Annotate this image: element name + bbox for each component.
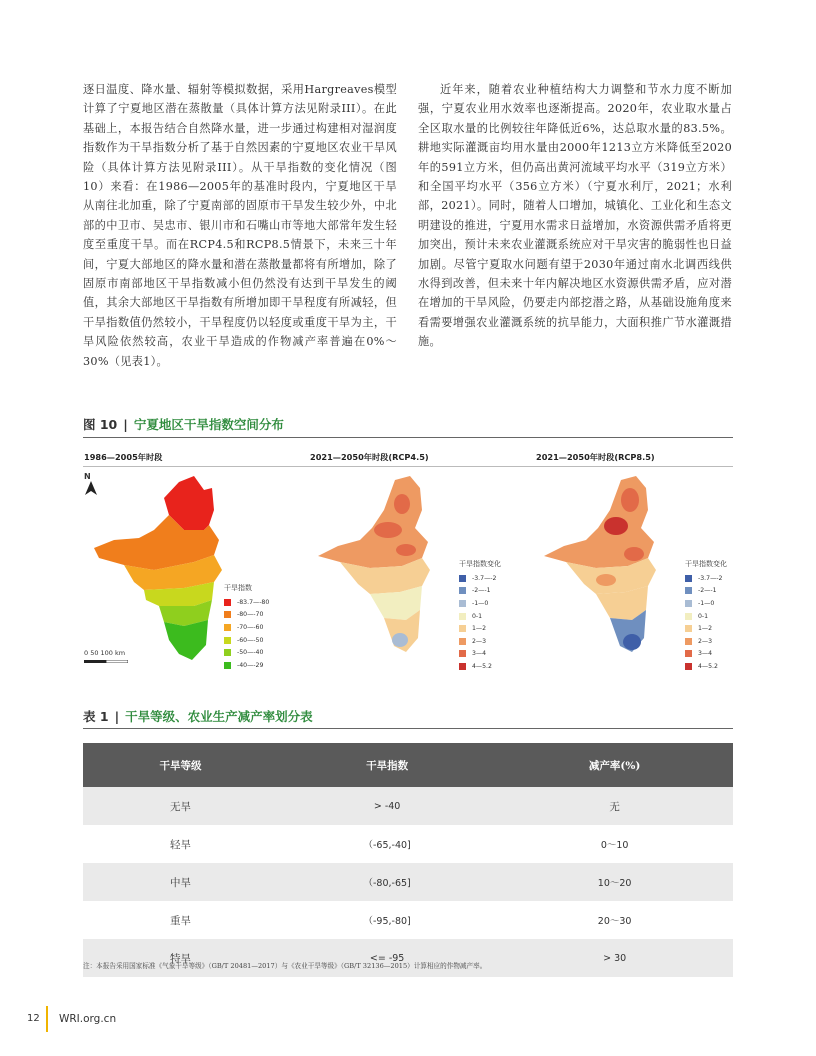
cell-grade: 无旱 <box>83 787 278 825</box>
table-row <box>83 939 733 977</box>
cell-index: > -40 <box>278 787 496 825</box>
figure-heading: 图 10 | 宁夏地区干旱指数空间分布 <box>83 417 284 432</box>
legend-rcp85-item: 1—2 <box>698 625 713 633</box>
table-top-rule <box>83 728 733 729</box>
drought-table <box>83 743 733 977</box>
cell-yield-loss: 0～10 <box>496 825 733 863</box>
footer-site-link[interactable]: WRI.org.cn <box>59 1013 117 1025</box>
legend-rcp85-item: -1—0 <box>698 599 715 607</box>
body-left-column: 逐日温度、降水量、辐射等模拟数据，采用Hargreaves模型计算了宁夏地区潜在蒸散量（具体计算方法见附录III）。在此基础上，本报告结合自然降水量，进一步通过构建相对湿润度指数作为干旱指数分析了基于自然因素的宁夏地区农业干旱风险（具体计算方法见附录III）。从干旱指数的变化情况（图10）来看：在1986—2005年的基准时段内，宁夏地区干旱从南往北加重，除了宁夏南部的固原市干旱发生较少外，中北部的中卫市、吴忠市、银川市和石嘴山市等地大部常年发生轻度至重度干旱。而在RCP4.5和RCP8.5情景下，未来三十年间，宁夏大部地区的降水量和潜在蒸散量都将有所增加，除了固原市南部地区干旱指数减小但仍然没有达到干旱发生的阈值，其余大部地区干旱指数有所增加即干旱程度有所减轻，但干旱指数值仍然较小，干旱程度仍以轻度或重度干旱为主，干旱风险依然较高，农业干旱造成的作物减产率普遍在0%～30%（见表1）。 <box>83 83 397 368</box>
legend-rcp45-title: 干旱指数变化 <box>459 560 501 568</box>
map-label-rcp45: 2021—2050年时段(RCP4.5) <box>310 452 429 462</box>
legend-baseline-item: -40—-29 <box>237 661 264 669</box>
map-rcp45 <box>310 470 460 660</box>
legend-rcp45-item: 3—4 <box>472 650 487 658</box>
legend-rcp85-item: 3—4 <box>698 650 713 658</box>
legend-baseline-item: -70—-60 <box>237 623 264 631</box>
legend-rcp45-item: 2—3 <box>472 637 487 645</box>
figure-label-rule <box>83 466 733 467</box>
legend-rcp45 <box>459 559 501 673</box>
legend-rcp85 <box>685 559 727 673</box>
body-right-column: 近年来，随着农业种植结构大力调整和节水力度不断加强，宁夏农业用水效率也逐渐提高。2020年，农业取水量占全区取水量的比例较往年降低近6%，达总取水量的83.5%。耕地实际灌溉亩均用水量由2000年1213立方米降低至2020年的591立方米，但仍高出黄河流域平均水平（319立方米）和全国平均水平（356立方米）（宁夏水利厅，2021；水利部，2021）。同时，随着人口增加，城镇化、工业化和生态文明建设的推进，宁夏用水需求日益增加，水资源供需矛盾将更加突出，预计未来农业灌溉系统应对干旱灾害的脆弱性也日益加剧。尽管宁夏取水问题有望于2030年通过南水北调西线供水得到改善，但未来十年内解决地区水资源供需矛盾，应对潜在增加的干旱风险，仍要走内部挖潜之路，从基础设施角度来看需要增强农业灌溉系统的抗旱能力，大面积推广节水灌溉措施。 <box>418 83 732 349</box>
legend-rcp45-item: 1—2 <box>472 625 487 633</box>
figure-number: 图 10 <box>83 417 118 432</box>
map-scale-bar <box>84 660 128 663</box>
legend-baseline-item: -60—-50 <box>237 636 264 644</box>
cell-index: （-95,-80] <box>278 901 496 939</box>
cell-grade: 重旱 <box>83 901 278 939</box>
legend-rcp85-item: -3.7—-2 <box>698 574 723 582</box>
table-note: 注：本报告采用国家标准《气象干旱等级》（GB/T 20481—2017）与《农业干旱等级》（GB/T 32136—2015）计算相应的作物减产率。 <box>83 962 487 970</box>
legend-baseline <box>224 583 269 672</box>
map-label-baseline: 1986—2005年时段 <box>84 452 163 462</box>
table-row <box>83 787 733 825</box>
legend-rcp85-item: 2—3 <box>698 637 713 645</box>
table-row <box>83 901 733 939</box>
map-baseline <box>84 470 304 670</box>
legend-rcp85-title: 干旱指数变化 <box>685 560 727 568</box>
col-header-yield-loss: 减产率(%) <box>496 743 733 787</box>
map-label-rcp85: 2021—2050年时段(RCP8.5) <box>536 452 655 462</box>
map-rcp85 <box>536 470 686 660</box>
table-number: 表 1 <box>83 709 109 724</box>
table-row <box>83 863 733 901</box>
legend-rcp45-item: -3.7—-2 <box>472 574 497 582</box>
legend-rcp45-item: -1—0 <box>472 599 489 607</box>
footer-divider <box>46 1006 48 1032</box>
table-header-row <box>83 743 733 787</box>
legend-baseline-item: -80—-70 <box>237 611 264 619</box>
map-scale-label: 0 50 100 km <box>84 649 126 657</box>
legend-baseline-item: -50—-40 <box>237 649 264 657</box>
cell-grade: 中旱 <box>83 863 278 901</box>
table-row <box>83 825 733 863</box>
cell-grade: 轻旱 <box>83 825 278 863</box>
legend-rcp85-item: -2—-1 <box>698 587 717 595</box>
legend-rcp85-item: 4—5.2 <box>698 662 718 670</box>
cell-index: （-80,-65] <box>278 863 496 901</box>
north-label: N <box>84 472 91 481</box>
legend-rcp45-item: 0-1 <box>472 612 483 620</box>
col-header-grade: 干旱等级 <box>83 743 278 787</box>
legend-rcp85-item: 0-1 <box>698 612 709 620</box>
legend-baseline-item: -83.7—-80 <box>237 598 270 606</box>
figure-title: 宁夏地区干旱指数空间分布 <box>133 417 284 432</box>
legend-rcp45-item: -2—-1 <box>472 587 491 595</box>
legend-baseline-title: 干旱指数 <box>224 584 252 592</box>
legend-rcp45-item: 4—5.2 <box>472 662 492 670</box>
table-title: 干旱等级、农业生产减产率划分表 <box>125 709 313 724</box>
cell-index: （-65,-40] <box>278 825 496 863</box>
figure-top-rule <box>83 437 733 438</box>
cell-grade: 特旱 <box>83 939 278 977</box>
cell-yield-loss: > 30 <box>496 939 733 977</box>
cell-yield-loss: 10～20 <box>496 863 733 901</box>
cell-yield-loss: 20～30 <box>496 901 733 939</box>
table-heading: 表 1 | 干旱等级、农业生产减产率划分表 <box>83 709 313 724</box>
cell-index: <= -95 <box>278 939 496 977</box>
cell-yield-loss: 无 <box>496 787 733 825</box>
col-header-index: 干旱指数 <box>278 743 496 787</box>
page-number: 12 <box>27 1013 40 1024</box>
